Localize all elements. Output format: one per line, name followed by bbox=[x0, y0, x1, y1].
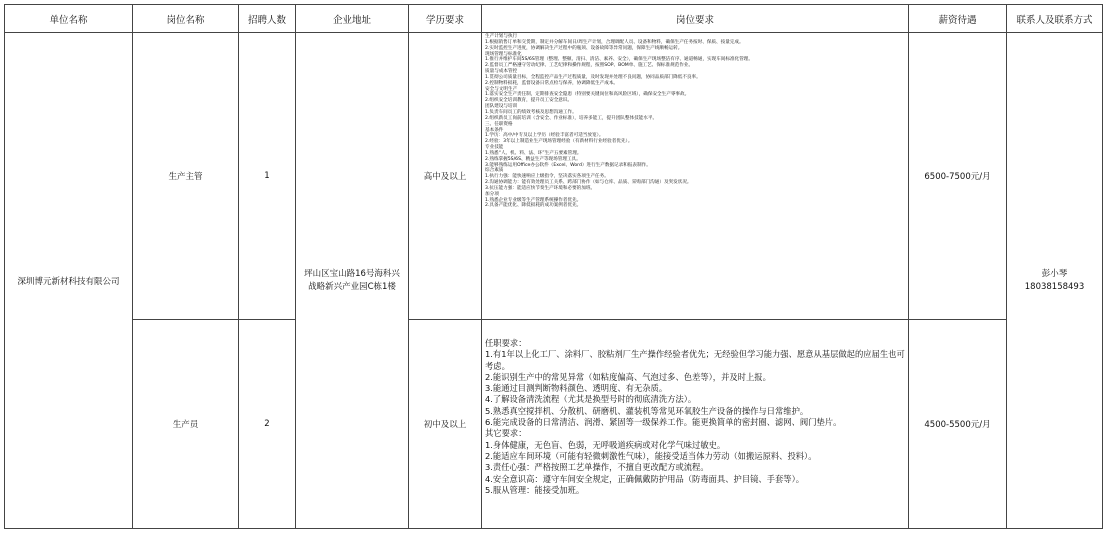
requirement-line: 2.控制物料损耗，监督设备日常点检与保养，协调降低生产成本。 bbox=[485, 80, 619, 86]
requirement-line: 1.执行力强：能快速响应上级指令，坚决落实各项生产任务。 bbox=[485, 174, 609, 180]
contact-cell bbox=[1007, 33, 1103, 529]
requirement-line: 安全与文明生产 bbox=[485, 86, 518, 92]
requirement-line: 现场管理与标准化 bbox=[485, 51, 522, 57]
header-requirements: 岗位要求 bbox=[482, 5, 909, 33]
requirement-line: 团队建设与培训 bbox=[485, 104, 518, 110]
header-row bbox=[5, 5, 1103, 33]
requirement-line: 2.实时监控生产进度，协调解决生产过程中的瓶颈、设备故障等异常问题，保障生产线顺畅运转。 bbox=[485, 45, 683, 51]
table-row bbox=[5, 320, 1103, 529]
requirement-line: 5.服从管理：能接受加班。 bbox=[485, 484, 585, 495]
education-cell bbox=[409, 33, 482, 320]
salary-cell bbox=[909, 320, 1007, 529]
requirement-line: 5.熟悉真空搅拌机、分散机、研磨机、灌装机等常见环氧胶生产设备的操作与日常维护。 bbox=[485, 405, 809, 416]
requirement-line: 2.能适应车间环境（可能有轻微刺激性气味），能接受适当体力劳动（如搬运原料、投料）。 bbox=[485, 450, 817, 461]
requirement-line: 2.经验：3年以上制造业生产现场管理经验（有新材料行业经验者优先）。 bbox=[485, 139, 633, 145]
position-title-cell bbox=[133, 320, 239, 529]
recruitment-table bbox=[4, 4, 1103, 529]
address-cell bbox=[296, 33, 409, 529]
position-title: 生产主管 bbox=[168, 172, 203, 182]
requirement-line: 4.安全意识高：遵守车间安全规定，正确佩戴防护用品（防毒面具、护目镜、手套等）。 bbox=[485, 473, 805, 484]
salary-cell bbox=[909, 33, 1007, 320]
table-row bbox=[5, 33, 1103, 320]
company-name: 深圳博元新材科技有限公司 bbox=[17, 276, 120, 287]
requirement-line: 3.责任心强：严格按照工艺单操作，不擅自更改配方或流程。 bbox=[485, 462, 709, 473]
company-address: 坪山区宝山路16号海科兴战略新兴产业园C栋1楼 bbox=[304, 268, 400, 292]
education-cell bbox=[409, 320, 482, 529]
requirement-line: 1.熟悉“人、机、料、法、环”生产五要素管理。 bbox=[485, 150, 582, 156]
position-title-cell bbox=[133, 33, 239, 320]
requirement-line: 1.负责车间员工的绩效考核及思想沟通工作。 bbox=[485, 109, 577, 115]
contact-phone: 18038158493 bbox=[1024, 281, 1085, 292]
headcount: 1 bbox=[264, 171, 270, 181]
requirement-line: 加分项 bbox=[485, 191, 499, 197]
requirement-line: 3.能通过目测判断物料颜色、透明度、有无杂质。 bbox=[485, 383, 668, 394]
header-salary: 薪资待遇 bbox=[909, 5, 1007, 33]
requirement-line: 1.学历：高中/中专及以上学历（经验丰富者可适当放宽）。 bbox=[485, 133, 604, 139]
requirement-line: 1.推行并维护车间5S/6S管理（整理、整顿、清扫、清洁、素养、安全），确保生产现场整洁有序、通道畅通，实现车间标准化管理。 bbox=[485, 57, 753, 63]
job-requirements-cell bbox=[482, 320, 909, 529]
requirement-line: 1.熟悉企业专业级等生产管理系统操作者优先。 bbox=[485, 197, 582, 203]
headcount-cell bbox=[239, 33, 296, 320]
requirement-line: 三、任职资格 bbox=[485, 121, 513, 127]
company-name-cell bbox=[5, 33, 133, 529]
header-contact: 联系人及联系方式 bbox=[1007, 5, 1103, 33]
requirement-line: 生产计划与执行 bbox=[485, 34, 518, 39]
requirement-line: 2.熟练掌握5S/6S、精益生产等现场管理工具。 bbox=[485, 156, 581, 162]
requirement-line: 1.落实安全生产责任制，定期排查安全隐患（特别要关键岗位和高风险区域），确保安全生产零事故。 bbox=[485, 92, 690, 98]
salary-range: 4500-5500元/月 bbox=[924, 420, 991, 430]
requirement-line: 基本条件 bbox=[485, 127, 504, 133]
requirement-line: 专业技能 bbox=[485, 145, 504, 151]
requirement-line: 4.了解设备清洗流程（尤其是换型号时的彻底清洗方法）。 bbox=[485, 394, 697, 405]
job-requirements-cell bbox=[482, 33, 909, 320]
requirement-line: 2.沟通协调能力：能有效处理员工关系、跨部门协作（如与仓库、品质、采购部门沟通）及突发状况。 bbox=[485, 180, 692, 186]
requirement-line: 1.根据销售订单和交货期，制定并分解车间日/周生产计划，合理调配人员、设备和物料，确保生产任务按时、保质、按量完成。 bbox=[485, 39, 744, 45]
headcount-cell bbox=[239, 320, 296, 529]
header-company: 单位名称 bbox=[5, 5, 133, 33]
requirement-line: 2.能识别生产中的常见异常（如粘度偏高、气泡过多、色差等），并及时上报。 bbox=[485, 371, 771, 382]
requirement-line: 质量与成本管控 bbox=[485, 69, 518, 75]
education-requirement: 初中及以上 bbox=[423, 420, 467, 430]
salary-range: 6500-7500元/月 bbox=[924, 172, 991, 182]
contact-name: 彭小琴 bbox=[1041, 268, 1068, 279]
requirement-line: 综合素质 bbox=[485, 168, 504, 174]
education-requirement: 高中及以上 bbox=[423, 172, 467, 182]
requirement-line: 1.贯彻公司质量目标，全程监控产品生产过程质量，及时发现并处理不良问题，协同品质部门降低不良率。 bbox=[485, 74, 701, 80]
header-position: 岗位名称 bbox=[133, 5, 239, 33]
requirement-line: 1.有1年以上化工厂、涂料厂、胶粘剂厂生产操作经验者优先；无经验但学习能力强、愿意从基层做起的应届生也可考虑。 bbox=[485, 349, 905, 371]
requirement-line: 2.组织安全培训教育，提升员工安全意识。 bbox=[485, 98, 573, 104]
position-title: 生产员 bbox=[172, 420, 199, 430]
requirement-line: 3.抗压能力强：能适应快节奏生产环境和必要的加班。 bbox=[485, 185, 596, 191]
requirement-line: 其它要求： bbox=[485, 428, 527, 439]
requirement-line: 3.能够熟练运用Office办公软件（Excel、Word）进行生产数据记录和报表制作。 bbox=[485, 162, 651, 168]
header-education: 学历要求 bbox=[409, 5, 482, 33]
requirement-line: 任职要求： bbox=[485, 338, 527, 348]
header-address: 企业地址 bbox=[296, 5, 409, 33]
requirement-line: 2.监督员工严格遵守劳动纪律、工艺纪律和操作规程，按照SOP、BOM单、施工艺、保标准规范作业。 bbox=[485, 63, 694, 69]
requirement-line: 6.能完成设备的日常清洁、润滑、紧固等一级保养工作。能更换简单的密封圈、滤网、阀门垫片。 bbox=[485, 417, 842, 428]
requirement-line: 2.具备产能优化、降低损耗的成功案例者优先。 bbox=[485, 203, 582, 209]
requirement-line: 2.组织新员工岗前培训（含安全、作业标准），培养多能工，提升团队整体技能水平。 bbox=[485, 115, 658, 121]
headcount: 2 bbox=[264, 419, 270, 429]
requirement-line: 1.身体健康，无色盲、色弱，无呼吸道疾病或对化学气味过敏史。 bbox=[485, 439, 726, 450]
header-count: 招聘人数 bbox=[239, 5, 296, 33]
